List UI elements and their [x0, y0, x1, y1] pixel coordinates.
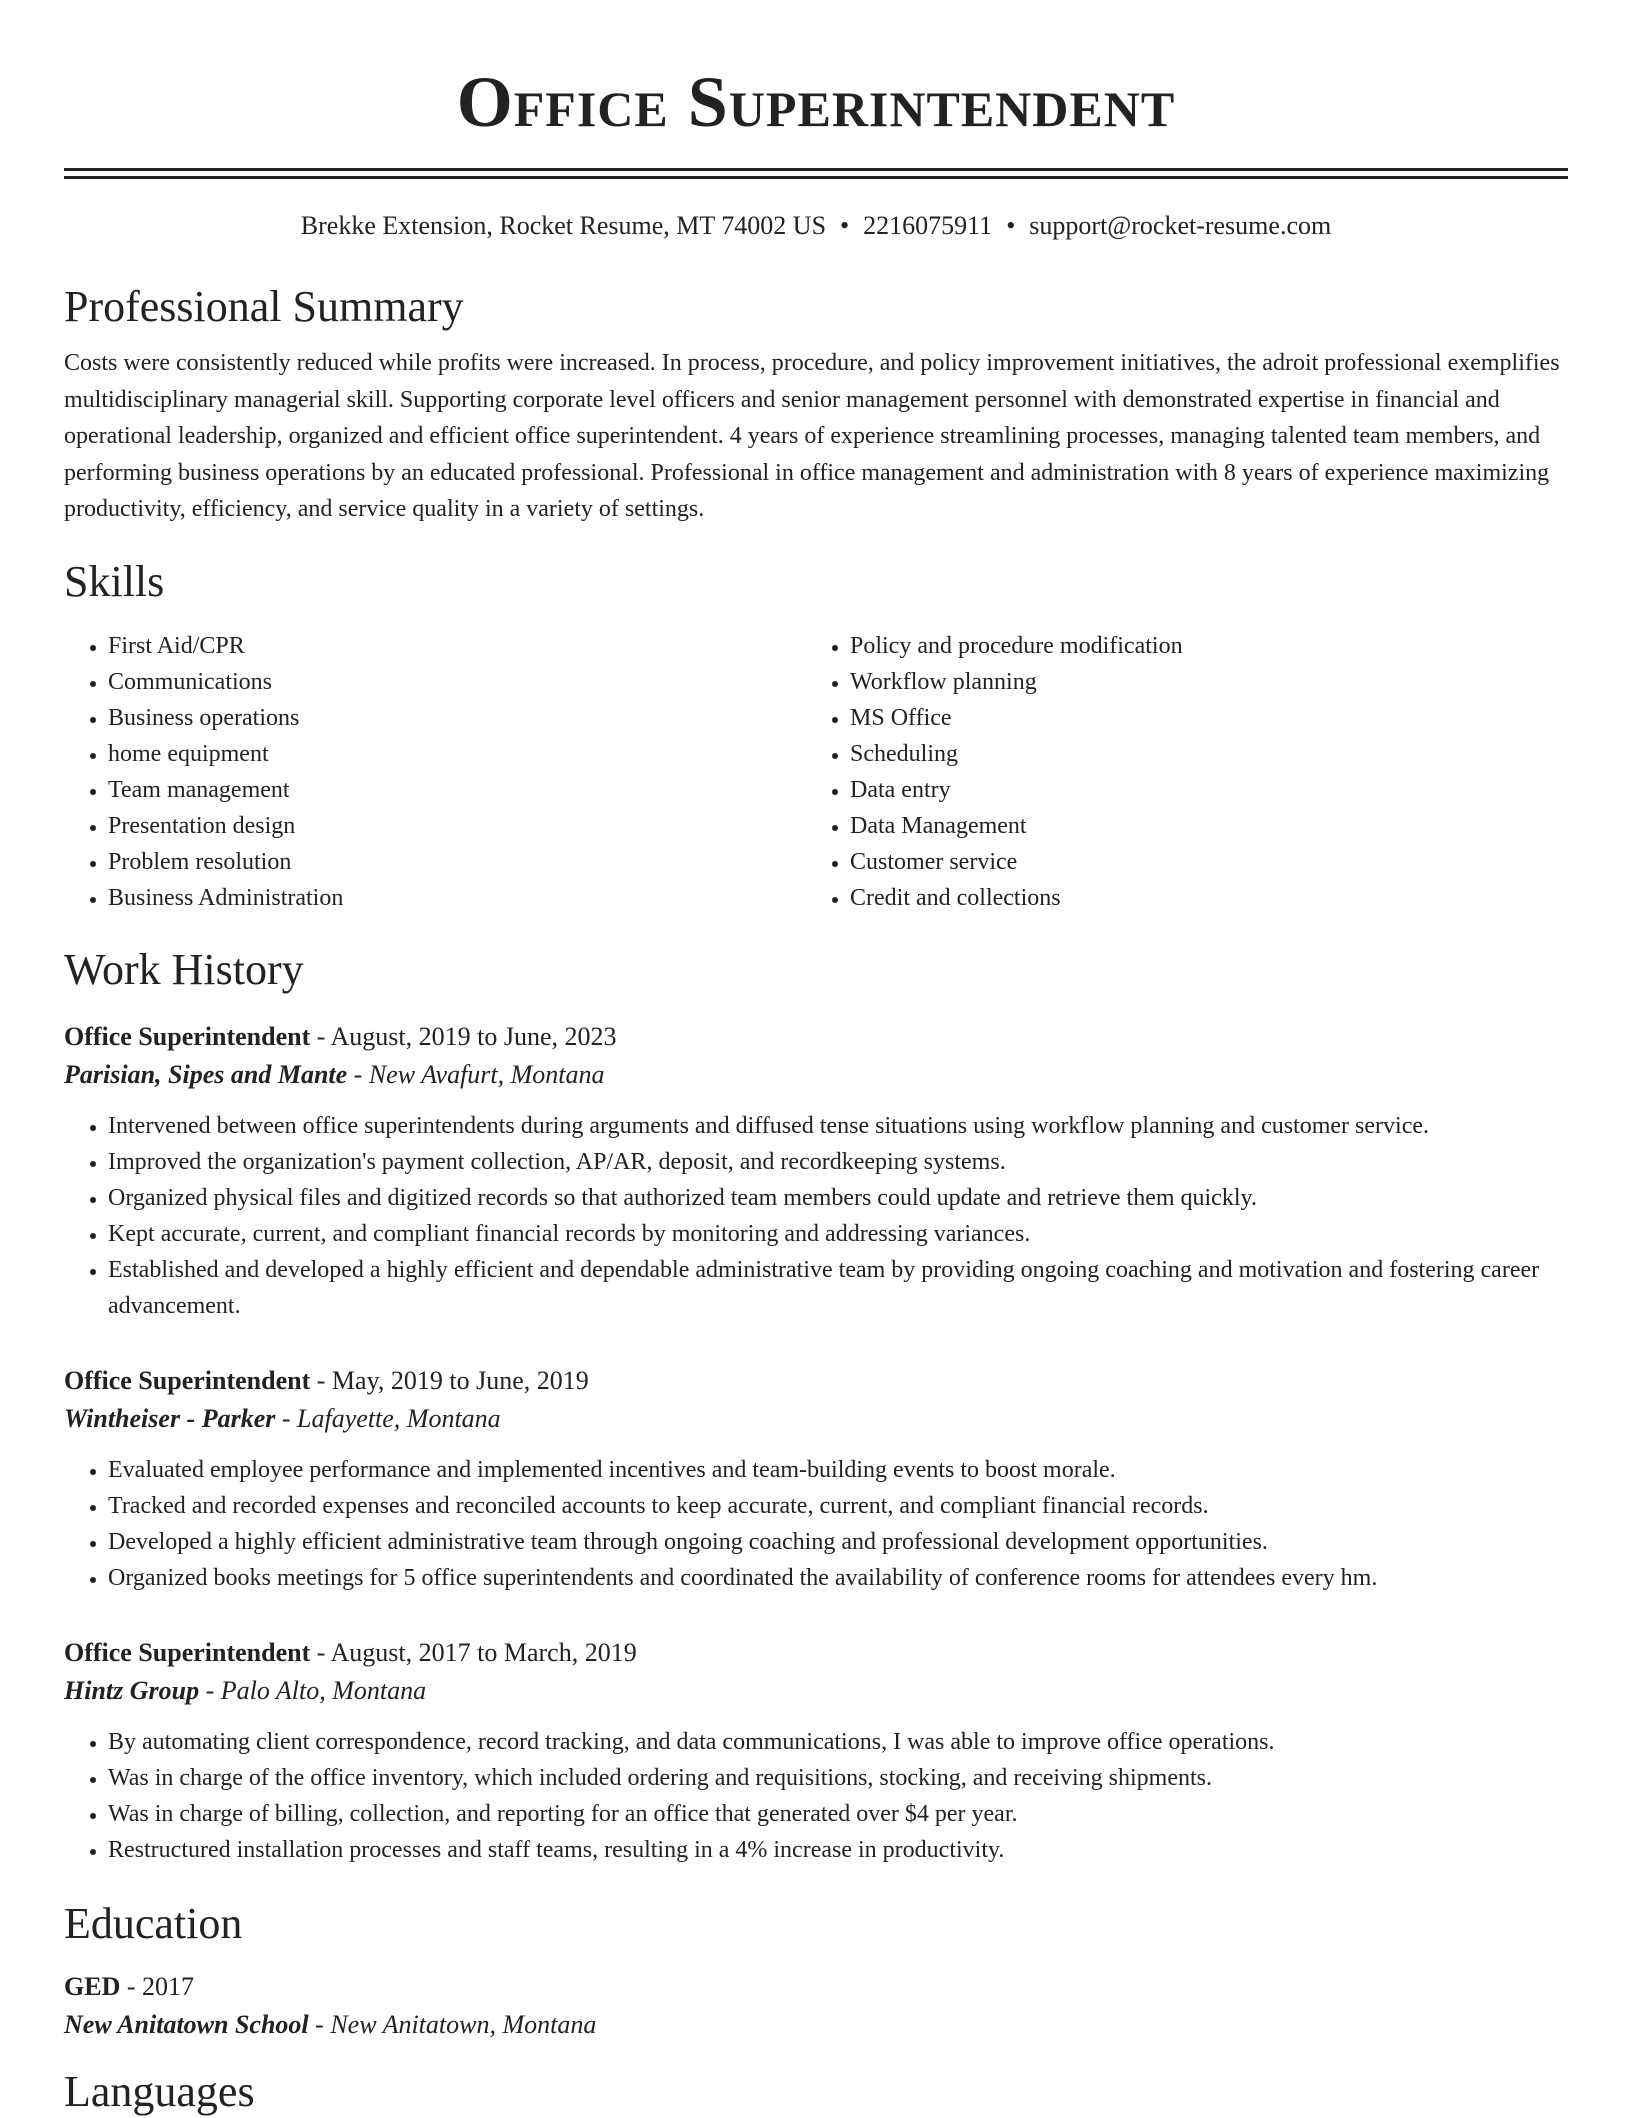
skill-item: • Communications: [108, 664, 806, 700]
job-duties-list: [64, 1452, 1568, 1596]
header-double-rule: [64, 168, 1568, 179]
skill-item: • Team management: [108, 772, 806, 808]
job-duties-list: [64, 1108, 1568, 1324]
resume-name: Office Superintendent: [456, 62, 1176, 142]
job-title-line: [64, 1362, 1568, 1400]
education-year: - 2017: [120, 1971, 195, 2001]
job-company: Wintheiser - Parker: [64, 1403, 276, 1433]
contact-separator: •: [840, 211, 850, 240]
education-degree: GED: [64, 1971, 121, 2001]
skill-item: • Credit and collections: [850, 880, 1568, 916]
job-role: Office Superintendent: [64, 1021, 311, 1051]
job-duty: • Organized books meetings for 5 office superintendents and coordinated the availability of conference rooms for attendees every hm.: [108, 1560, 1568, 1596]
skill-item: • Workflow planning: [850, 664, 1568, 700]
skill-item: • Business operations: [108, 700, 806, 736]
job-duty: • Organized physical files and digitized records so that authorized team members could update and retrieve them quickly.: [108, 1180, 1568, 1216]
education-school: New Anitatown School: [64, 2009, 309, 2039]
summary-text: Costs were consistently reduced while profits were increased. In process, procedure, and policy improvement initiatives, the adroit professional exemplifies multidisciplinary managerial skill. Supporting corporate level officers and senior management personnel with demonstrated expertise in financial and operational leadership, organized and efficient office superintendent. 4 years of experience streamlining processes, managing talented team members, and performing business operations by an educated professional. Professional in office management and administration with 8 years of experience maximizing productivity, efficiency, and service quality in a variety of settings.: [64, 350, 1560, 522]
skills-column-left: [64, 628, 806, 916]
job-location: - Palo Alto, Montana: [199, 1675, 427, 1705]
contact-line: [64, 209, 1568, 243]
job-duty: • Was in charge of billing, collection, and reporting for an office that generated over $4 per year.: [108, 1796, 1568, 1832]
job-company: Hintz Group: [64, 1675, 200, 1705]
skill-item: • Business Administration: [108, 880, 806, 916]
skill-item: • Policy and procedure modification: [850, 628, 1568, 664]
job-entry: [64, 1634, 1568, 1868]
job-role: Office Superintendent: [64, 1637, 311, 1667]
skill-item: • Data Management: [850, 808, 1568, 844]
education-school-line: [64, 2006, 1568, 2044]
skill-item: • Data entry: [850, 772, 1568, 808]
skills-heading: Skills: [64, 556, 165, 606]
languages-heading: Languages: [64, 2066, 255, 2116]
job-role: Office Superintendent: [64, 1365, 311, 1395]
skill-item: • First Aid/CPR: [108, 628, 806, 664]
job-duty: • Improved the organization's payment collection, AP/AR, deposit, and recordkeeping systems.: [108, 1144, 1568, 1180]
job-company: Parisian, Sipes and Mante: [64, 1059, 348, 1089]
job-dates: - May, 2019 to June, 2019: [310, 1365, 589, 1395]
education-degree-line: [64, 1968, 1568, 2006]
skill-item: • Problem resolution: [108, 844, 806, 880]
skill-item: • MS Office: [850, 700, 1568, 736]
skill-item: • home equipment: [108, 736, 806, 772]
job-dates: - August, 2017 to March, 2019: [310, 1637, 637, 1667]
job-duty: • Developed a highly efficient administrative team through ongoing coaching and professional development opportunities.: [108, 1524, 1568, 1560]
job-duty: • Kept accurate, current, and compliant financial records by monitoring and addressing variances.: [108, 1216, 1568, 1252]
job-duties-list: [64, 1724, 1568, 1868]
contact-address: Brekke Extension, Rocket Resume, MT 74002 US: [300, 211, 827, 240]
job-duty: • Evaluated employee performance and implemented incentives and team-building events to boost morale.: [108, 1452, 1568, 1488]
job-duty: • Established and developed a highly efficient and dependable administrative team by providing ongoing coaching and motivation and fostering career advancement.: [108, 1252, 1568, 1324]
education-location: - New Anitatown, Montana: [308, 2009, 597, 2039]
contact-email: support@rocket-resume.com: [1029, 211, 1332, 240]
job-company-line: [64, 1400, 1568, 1438]
contact-separator: •: [1006, 211, 1016, 240]
job-duty: • Restructured installation processes and staff teams, resulting in a 4% increase in productivity.: [108, 1832, 1568, 1868]
education-heading: Education: [64, 1898, 243, 1948]
skill-item: • Scheduling: [850, 736, 1568, 772]
job-company-line: [64, 1672, 1568, 1710]
job-duty: • By automating client correspondence, record tracking, and data communications, I was able to improve office operations.: [108, 1724, 1568, 1760]
job-entry: [64, 1018, 1568, 1324]
job-location: - New Avafurt, Montana: [347, 1059, 605, 1089]
skills-list: [64, 628, 1568, 916]
skill-item: • Presentation design: [108, 808, 806, 844]
job-entry: [64, 1362, 1568, 1596]
job-title-line: [64, 1018, 1568, 1056]
job-location: - Lafayette, Montana: [275, 1403, 501, 1433]
job-duty: • Intervened between office superintendents during arguments and diffused tense situations using workflow planning and customer service.: [108, 1108, 1568, 1144]
skills-column-right: [806, 628, 1568, 916]
job-duty: • Was in charge of the office inventory, which included ordering and requisitions, stocking, and receiving shipments.: [108, 1760, 1568, 1796]
contact-phone: 2216075911: [863, 211, 993, 240]
job-duty: • Tracked and recorded expenses and reconciled accounts to keep accurate, current, and compliant financial records.: [108, 1488, 1568, 1524]
job-dates: - August, 2019 to June, 2023: [310, 1021, 617, 1051]
work-history-heading: Work History: [64, 944, 304, 994]
job-company-line: [64, 1056, 1568, 1094]
job-title-line: [64, 1634, 1568, 1672]
education-entry: [64, 1968, 1568, 2044]
skill-item: • Customer service: [850, 844, 1568, 880]
summary-heading: Professional Summary: [64, 282, 464, 331]
